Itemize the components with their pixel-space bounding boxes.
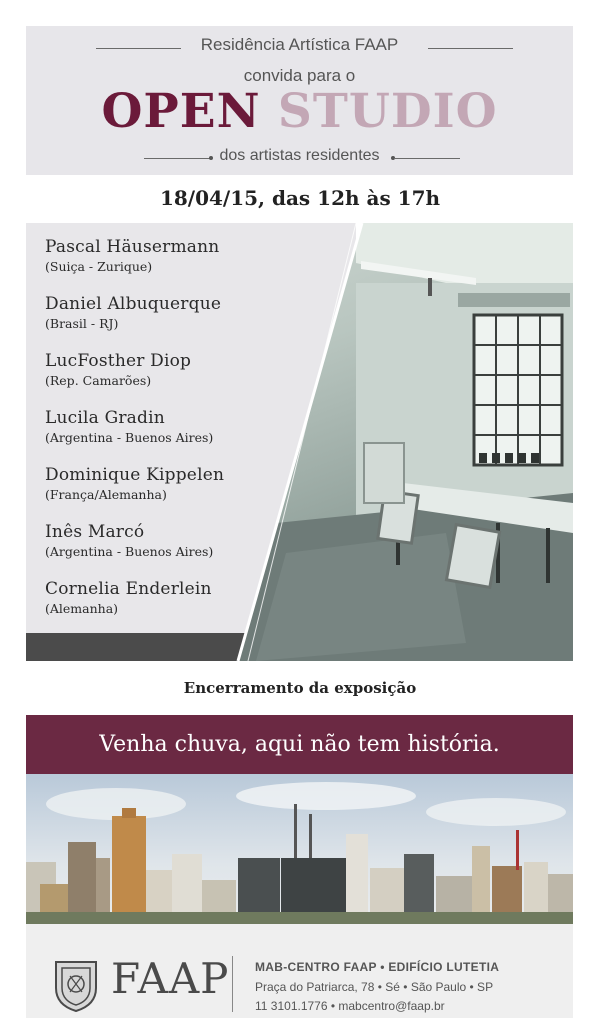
title-studio: STUDIO — [277, 84, 498, 139]
artist-origin: (Argentina - Buenos Aires) — [45, 430, 214, 445]
header-subtitle: dos artistas residentes — [219, 147, 380, 164]
artist-entry — [45, 408, 213, 445]
tagline-text: Venha chuva, aqui não tem história. — [99, 732, 500, 757]
artist-entry — [45, 465, 224, 502]
skyline-illustration — [26, 774, 573, 924]
artists-section — [26, 223, 573, 661]
artist-origin: (Argentina - Buenos Aires) — [45, 544, 214, 559]
artist-name: Daniel Albuquerque — [45, 294, 222, 314]
artist-entry — [45, 237, 219, 274]
title-open: OPEN — [101, 84, 261, 139]
closing-heading: Encerramento da exposição — [183, 679, 417, 697]
artist-name: Lucila Gradin — [45, 408, 165, 428]
artist-name: Dominique Kippelen — [45, 465, 225, 485]
footer-divider — [232, 956, 233, 1012]
tagline-banner — [26, 715, 573, 774]
artist-entry — [45, 294, 221, 331]
artist-entry — [45, 579, 212, 616]
artist-name: Cornelia Enderlein — [45, 579, 212, 599]
artist-origin: (Suiça - Zurique) — [45, 259, 153, 274]
venue-name: MAB-CENTRO FAAP • EDIFÍCIO LUTETIA — [255, 960, 500, 974]
artist-origin: (França/Alemanha) — [45, 487, 167, 502]
city-skyline-photo — [26, 774, 573, 924]
venue-address: Praça do Patriarca, 78 • Sé • São Paulo • SP — [255, 980, 494, 994]
organization-name: Residência Artística FAAP — [200, 35, 399, 54]
artist-name: Inês Marcó — [45, 522, 145, 542]
invite-text: convida para o — [243, 66, 356, 85]
header-panel — [26, 26, 573, 175]
faap-crest-icon — [52, 958, 100, 1012]
event-date: 18/04/15, das 12h às 17h — [159, 186, 441, 210]
artist-origin: (Alemanha) — [45, 601, 119, 616]
footer — [26, 924, 573, 1018]
artist-entry — [45, 522, 213, 559]
artist-entry — [45, 351, 191, 388]
artist-name: Pascal Häusermann — [45, 237, 220, 257]
faap-logo: FAAP — [111, 954, 230, 1003]
subtitle-rule-right — [394, 158, 460, 159]
event-title — [26, 84, 573, 139]
artist-origin: (Brasil - RJ) — [45, 316, 119, 331]
artist-origin: (Rep. Camarões) — [45, 373, 152, 388]
artist-name: LucFosther Diop — [45, 351, 192, 371]
venue-contact: 11 3101.1776 • mabcentro@faap.br — [255, 999, 445, 1013]
